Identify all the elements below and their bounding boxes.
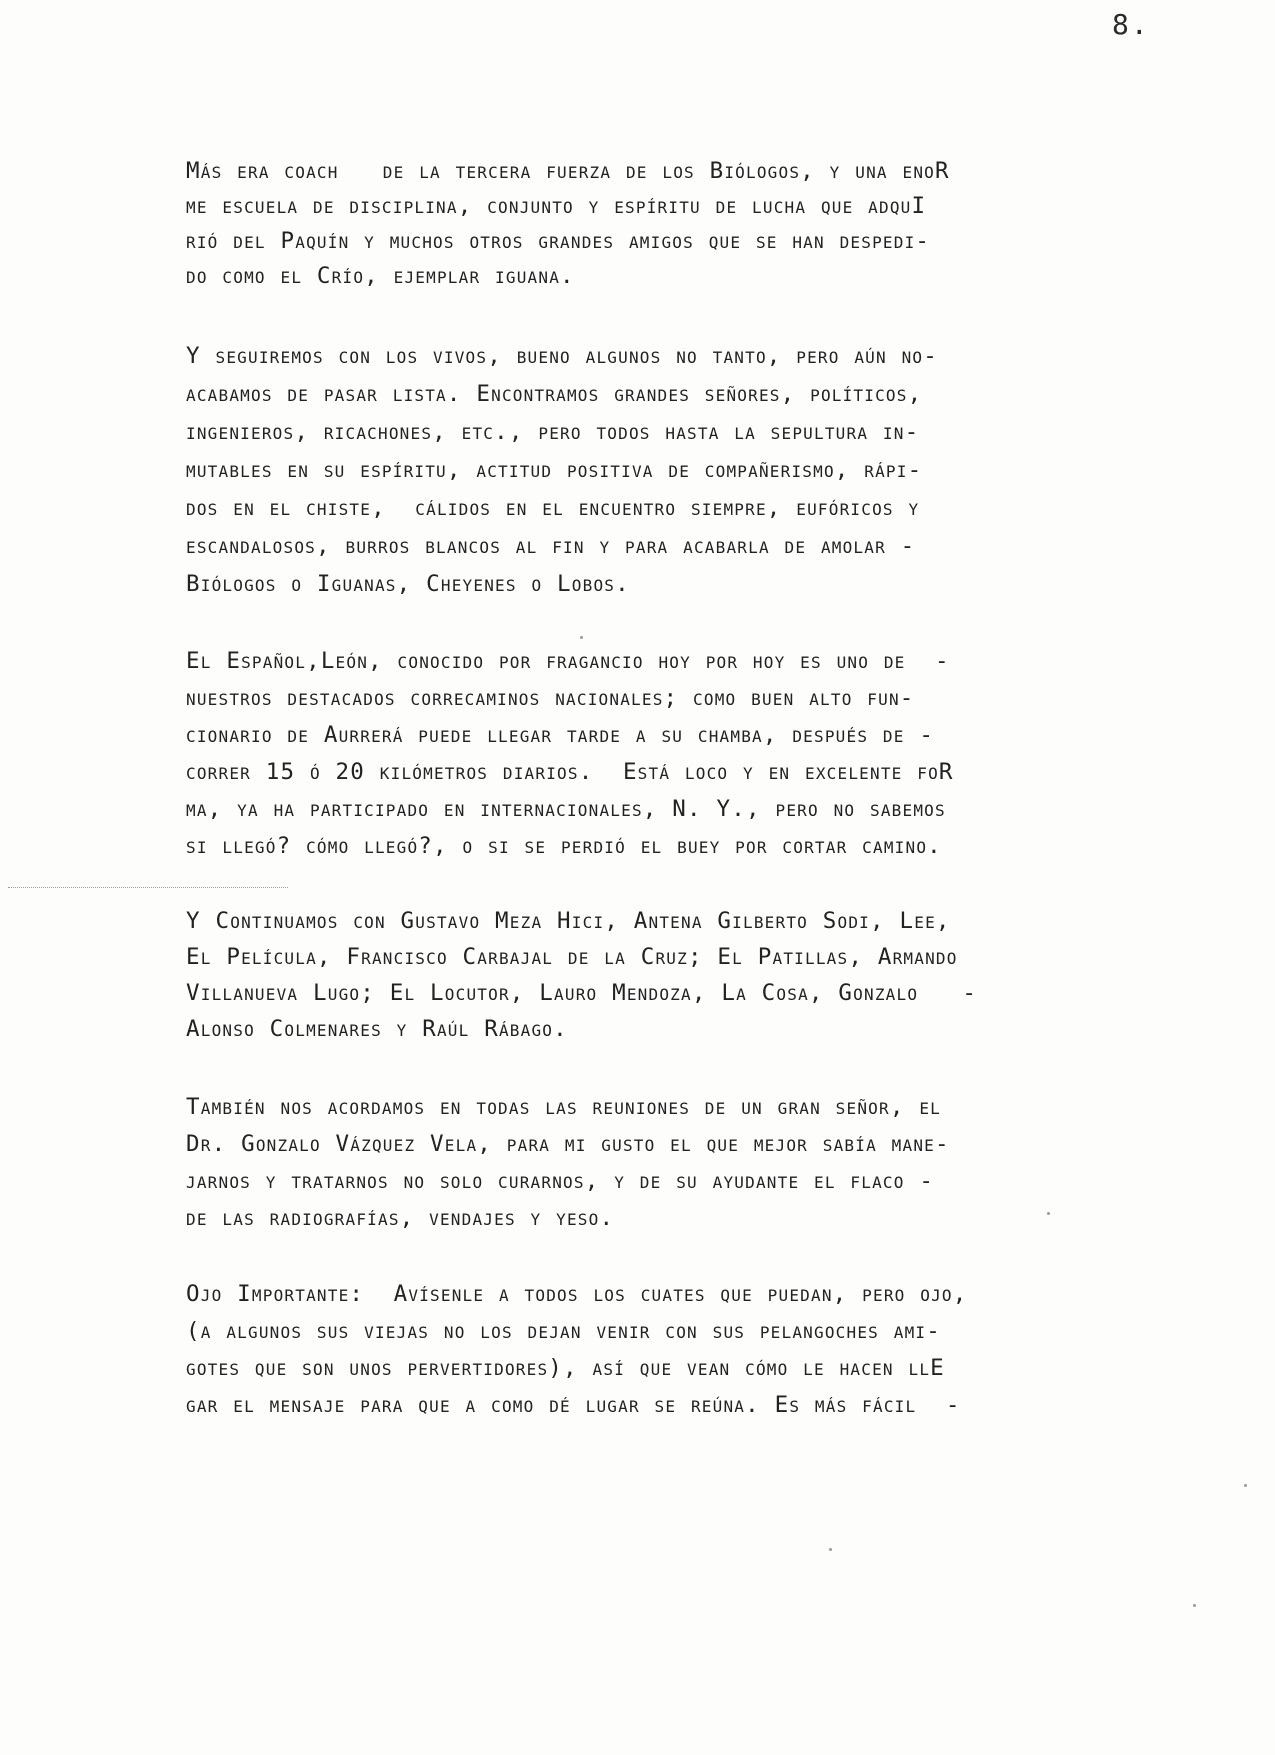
paragraph-5-line-2: Dr. Gonzalo Vázquez Vela, para mi gusto el que mejor sabía mane- (186, 1131, 950, 1157)
paragraph-5-line-1: También nos acordamos en todas las reuniones de un gran señor, el (186, 1094, 942, 1120)
paragraph-3-line-1: El Español,León, conocido por fragancio hoy por hoy es uno de - (186, 648, 950, 674)
paragraph-4-line-2: El Película, Francisco Carbajal de la Cruz; El Patillas, Armando (186, 944, 958, 970)
scan-speck (1047, 1212, 1050, 1215)
paragraph-4-line-1: Y Continuamos con Gustavo Meza Hici, Antena Gilberto Sodi, Lee, (186, 908, 951, 934)
paragraph-3-line-6: si llegó? cómo llegó?, o si se perdió el buey por cortar camino. (186, 833, 942, 859)
paragraph-6-line-2: (a algunos sus viejas no los dejan venir con sus pelangoches ami- (186, 1318, 942, 1344)
paragraph-2-line-5: dos en el chiste, cálidos en el encuentro siempre, eufóricos y (186, 495, 920, 521)
paragraph-6-line-3: gotes que son unos pervertidores), así que vean cómo le hacen llE (186, 1355, 945, 1381)
paragraph-2-line-3: ingenieros, ricachones, etc., pero todos hasta la sepultura in- (186, 419, 920, 445)
paragraph-1-line-1: Más era coach de la tercera fuerza de los Biólogos, y una enoR (186, 158, 950, 184)
paragraph-1-line-3: rió del Paquín y muchos otros grandes amigos que se han despedi- (186, 228, 931, 254)
paragraph-4-line-4: Alonso Colmenares y Raúl Rábago. (186, 1016, 568, 1042)
paragraph-2-line-4: mutables en su espíritu, actitud positiva de compañerismo, rápi- (186, 457, 923, 483)
scan-speck (829, 1548, 832, 1551)
scan-speck (1193, 1604, 1196, 1607)
scan-speck (580, 636, 583, 639)
scan-speck (1244, 1484, 1247, 1487)
paragraph-2-line-6: escandalosos, burros blancos al fin y para acabarla de amolar - (186, 533, 916, 559)
paragraph-1-line-4: do como el Crío, ejemplar iguana. (186, 263, 575, 289)
scan-artifact-rule (8, 887, 288, 888)
paragraph-6-line-4: gar el mensaje para que a como dé lugar se reúna. Es más fácil - (186, 1392, 961, 1418)
paragraph-3-line-2: nuestros destacados correcaminos nacionales; como buen alto fun- (186, 685, 915, 711)
paragraph-3-line-3: cionario de Aurrerá puede llegar tarde a su chamba, después de - (186, 722, 935, 748)
paragraph-5-line-4: de las radiografías, vendajes y yeso. (186, 1205, 615, 1231)
paragraph-5-line-3: jarnos y tratarnos no solo curarnos, y de su ayudante el flaco - (186, 1168, 935, 1194)
page-number: 8. (1112, 8, 1150, 41)
paragraph-6-line-1: Ojo Importante: Avísenle a todos los cuates que puedan, pero ojo, (186, 1281, 968, 1307)
paragraph-3-line-4: correr 15 ó 20 kilómetros diarios. Está loco y en excelente foR (186, 759, 954, 785)
paragraph-3-line-5: ma, ya ha participado en internacionales, N. Y., pero no sabemos (186, 796, 946, 822)
paragraph-2-line-7: Biólogos o Iguanas, Cheyenes o Lobos. (186, 571, 630, 597)
paragraph-2-line-1: Y seguiremos con los vivos, bueno algunos no tanto, pero aún no- (186, 343, 938, 369)
paragraph-2-line-2: acabamos de pasar lista. Encontramos grandes señores, políticos, (186, 381, 923, 407)
paragraph-1-line-2: me escuela de disciplina, conjunto y espíritu de lucha que adquI (186, 193, 927, 219)
paragraph-4-line-3: Villanueva Lugo; El Locutor, Lauro Mendoza, La Cosa, Gonzalo - (186, 980, 978, 1006)
